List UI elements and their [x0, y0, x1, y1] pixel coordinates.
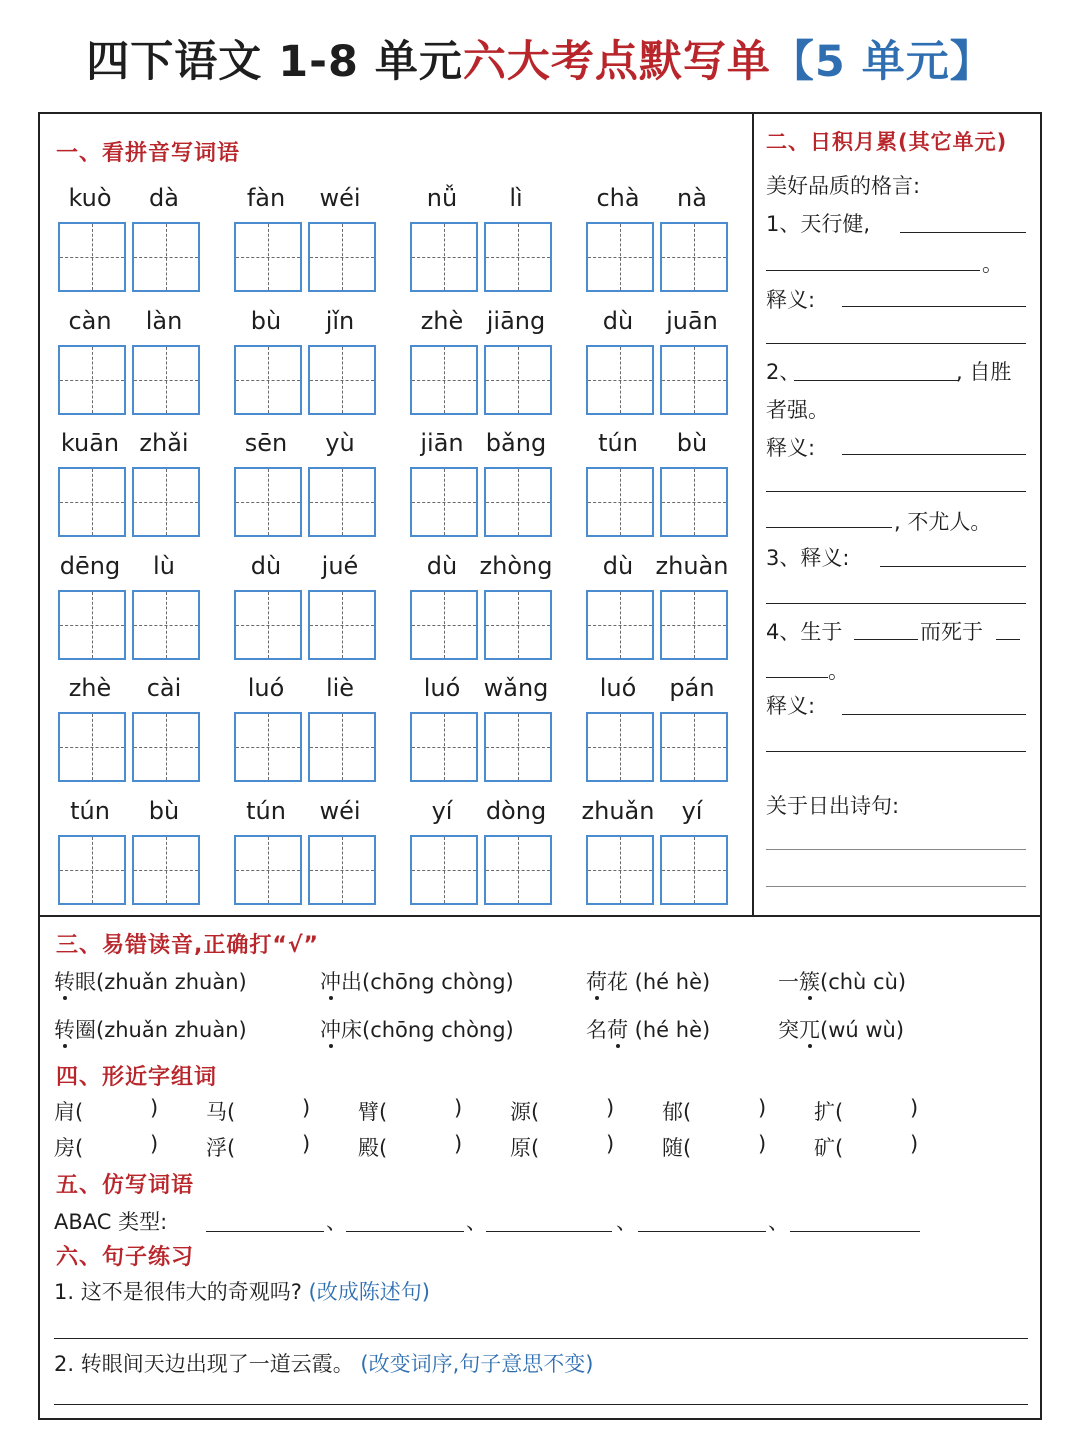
writing-box[interactable] [410, 345, 478, 415]
writing-box[interactable] [308, 590, 376, 660]
writing-box[interactable] [410, 590, 478, 660]
word-cell [410, 672, 556, 794]
pinyin-row [58, 550, 748, 673]
writing-box[interactable] [234, 590, 302, 660]
char-prompt: 随( [662, 1136, 692, 1160]
meaning4-blank-b[interactable] [766, 751, 1026, 752]
pron-options: 床(chōng chòng) [341, 1018, 514, 1042]
pronunciation-item[interactable] [586, 966, 710, 996]
word-cell [234, 182, 380, 304]
char-prompt: 房( [54, 1136, 84, 1160]
abac-sep-1: 、 [326, 1210, 347, 1234]
word-cell [410, 427, 556, 549]
writing-box[interactable] [132, 590, 200, 660]
pinyin-syllable: wéi [319, 184, 361, 212]
pron-target-char: 转 [54, 970, 75, 994]
pron-options: (wú wù) [820, 1018, 905, 1042]
item3-meaning-label: 3、释义: [766, 546, 850, 570]
writing-box[interactable] [58, 222, 126, 292]
item4-blank-c[interactable] [766, 677, 828, 678]
pinyin-syllable: liè [325, 674, 355, 702]
writing-box[interactable] [484, 835, 552, 905]
pron-prefix: 一 [778, 970, 799, 994]
char-prompt: 马( [206, 1100, 236, 1124]
word-cell [586, 305, 732, 427]
writing-box[interactable] [660, 590, 728, 660]
writing-box[interactable] [308, 712, 376, 782]
writing-box[interactable] [58, 345, 126, 415]
char-prompt: 源( [510, 1100, 540, 1124]
pinyin-syllable: tún [70, 796, 110, 825]
pinyin-syllable: zhòng [479, 551, 553, 580]
item1-end: 。 [982, 252, 1003, 276]
title-part-2: 六大考点默写单 [462, 37, 771, 87]
page-title [0, 28, 1080, 89]
sentence-q2-answer-line[interactable] [54, 1404, 1028, 1405]
char-answer-close[interactable]: ) [150, 1096, 159, 1120]
sunrise-label: 关于日出诗句: [766, 794, 900, 818]
char-answer-close[interactable]: ) [302, 1132, 311, 1156]
pinyin-syllable: kuān [60, 429, 120, 457]
pinyin-syllable: dù [602, 551, 634, 580]
pinyin-syllable: càn [68, 306, 112, 335]
writing-box[interactable] [410, 467, 478, 537]
pinyin-syllable: lì [509, 184, 523, 212]
pinyin-syllable: wǎng [483, 674, 549, 702]
writing-box[interactable] [234, 835, 302, 905]
pinyin-row [58, 427, 748, 550]
section4-heading: 四、形近字组词 [56, 1065, 218, 1090]
writing-box[interactable] [234, 345, 302, 415]
pinyin-syllable: chà [596, 184, 640, 212]
sunrise-blank-a[interactable] [766, 849, 1026, 850]
sentence-q1-answer-line[interactable] [54, 1338, 1028, 1339]
meaning2-blank-b[interactable] [766, 491, 1026, 492]
pron-target-char: 转 [54, 1018, 75, 1042]
sentence-q2-hint: (改变词序,句子意思不变) [360, 1352, 594, 1376]
item4-blank-b[interactable] [996, 639, 1020, 640]
pinyin-syllable: yù [325, 429, 355, 457]
pinyin-syllable: tún [598, 429, 638, 457]
pronunciation-item[interactable] [320, 966, 514, 996]
writing-box[interactable] [132, 835, 200, 905]
pinyin-syllable: nǚ [426, 184, 458, 212]
pronunciation-item[interactable] [320, 1014, 514, 1044]
writing-box[interactable] [660, 835, 728, 905]
pinyin-syllable: zhuàn [655, 551, 729, 580]
char-prompt: 臂( [358, 1100, 388, 1124]
char-answer-close[interactable]: ) [606, 1096, 615, 1120]
pinyin-syllable: zhè [68, 674, 112, 702]
char-answer-close[interactable]: ) [606, 1132, 615, 1156]
writing-box[interactable] [132, 222, 200, 292]
writing-box[interactable] [660, 222, 728, 292]
pron-options: (hé hè) [628, 1018, 711, 1042]
word-cell [410, 550, 556, 672]
item2-prefix: 2、 [766, 360, 801, 384]
word-cell [58, 182, 204, 304]
item3-meaning-blank-a[interactable] [880, 566, 1026, 567]
pinyin-syllable: dù [250, 551, 282, 580]
item3-suffix: , 不尤人。 [894, 510, 992, 534]
abac-sep-3: 、 [616, 1210, 637, 1234]
item3-meaning-blank-b[interactable] [766, 603, 1026, 604]
word-cell [234, 795, 380, 917]
pinyin-row [58, 305, 748, 428]
pronunciation-item[interactable] [778, 1014, 904, 1044]
writing-box[interactable] [308, 222, 376, 292]
item4-end: 。 [828, 659, 849, 683]
pinyin-syllable: dòng [485, 796, 547, 825]
pinyin-syllable: jiān [420, 429, 464, 457]
item2-line2: 者强。 [766, 398, 829, 422]
char-prompt: 浮( [206, 1136, 236, 1160]
char-answer-close[interactable]: ) [758, 1132, 767, 1156]
pinyin-row [58, 182, 748, 305]
writing-box[interactable] [410, 712, 478, 782]
pron-options: (chù cù) [820, 970, 907, 994]
pronunciation-item[interactable] [54, 1014, 247, 1044]
writing-box[interactable] [660, 467, 728, 537]
pron-target-char: 簇 [799, 970, 820, 994]
word-cell [410, 305, 556, 427]
section5-heading: 五、仿写词语 [56, 1173, 195, 1198]
item2-mid: , 自胜 [956, 360, 1012, 384]
pron-target-char: 兀 [799, 1018, 820, 1042]
pinyin-grid [58, 182, 748, 917]
section6-heading: 六、句子练习 [56, 1245, 195, 1270]
pinyin-syllable: yí [681, 796, 703, 825]
pronunciation-item[interactable] [54, 966, 247, 996]
item4-a: 4、生于 [766, 620, 843, 644]
word-cell [234, 305, 380, 427]
char-prompt: 矿( [814, 1136, 844, 1160]
abac-blank-2[interactable] [346, 1231, 464, 1232]
pinyin-syllable: fàn [246, 184, 286, 212]
pinyin-syllable: lù [153, 551, 175, 580]
pron-target-char: 冲 [320, 1018, 341, 1042]
item1-prefix: 1、天行健, [766, 212, 871, 236]
pinyin-syllable: dù [602, 306, 634, 335]
writing-box[interactable] [484, 467, 552, 537]
writing-box[interactable] [586, 345, 654, 415]
pron-target-char: 荷 [586, 970, 607, 994]
item4-blank-a[interactable] [854, 639, 918, 640]
abac-blank-4[interactable] [638, 1231, 766, 1232]
pinyin-syllable: yí [431, 796, 453, 825]
writing-box[interactable] [586, 222, 654, 292]
writing-box[interactable] [586, 590, 654, 660]
word-cell [234, 427, 380, 549]
pinyin-syllable: bù [676, 429, 708, 457]
pronunciation-item[interactable] [778, 966, 906, 996]
char-prompt: 原( [510, 1136, 540, 1160]
writing-box[interactable] [58, 712, 126, 782]
word-cell [234, 672, 380, 794]
word-cell [234, 550, 380, 672]
item2-blank[interactable] [794, 380, 958, 381]
item3-blank[interactable] [766, 527, 892, 528]
writing-box[interactable] [234, 712, 302, 782]
word-cell [586, 427, 732, 549]
pinyin-syllable: dù [426, 551, 458, 580]
meaning1-label: 释义: [766, 288, 816, 312]
writing-box[interactable] [132, 712, 200, 782]
pron-prefix: 突 [778, 1018, 799, 1042]
pinyin-syllable: luó [423, 674, 461, 702]
word-cell [58, 427, 204, 549]
char-prompt: 殿( [358, 1136, 388, 1160]
abac-blank-1[interactable] [206, 1231, 324, 1232]
meaning2-label: 释义: [766, 436, 816, 460]
writing-box[interactable] [410, 835, 478, 905]
word-cell [581, 795, 732, 917]
pron-options: 圈(zhuǎn zhuàn) [75, 1018, 247, 1042]
pinyin-syllable: wéi [319, 796, 361, 825]
word-cell [58, 550, 204, 672]
item4-b: 而死于 [920, 620, 983, 644]
pinyin-syllable: luó [247, 674, 285, 702]
writing-box[interactable] [484, 712, 552, 782]
pinyin-syllable: dà [149, 184, 179, 212]
abac-sep-4: 、 [768, 1210, 789, 1234]
sentence-q2-text: 2. 转眼间天边出现了一道云霞。 [54, 1352, 354, 1376]
meaning1-blank-a[interactable] [842, 306, 1026, 307]
pinyin-syllable: juān [666, 306, 718, 335]
sentence-q2 [54, 1348, 593, 1378]
pron-options: 眼(zhuǎn zhuàn) [75, 970, 247, 994]
abac-blank-5[interactable] [790, 1231, 920, 1232]
char-answer-close[interactable]: ) [302, 1096, 311, 1120]
virtue-label: 美好品质的格言: [766, 174, 921, 198]
writing-box[interactable] [234, 467, 302, 537]
writing-box[interactable] [234, 222, 302, 292]
pinyin-row [58, 672, 748, 795]
writing-box[interactable] [484, 222, 552, 292]
pinyin-syllable: làn [145, 306, 183, 335]
writing-box[interactable] [58, 835, 126, 905]
item1-blank-b[interactable] [766, 270, 980, 271]
writing-box[interactable] [484, 590, 552, 660]
section1-heading: 一、看拼音写词语 [56, 141, 241, 166]
writing-box[interactable] [308, 835, 376, 905]
char-prompt: 扩( [814, 1100, 844, 1124]
pinyin-syllable: jué [321, 551, 359, 580]
word-cell [410, 182, 556, 304]
meaning2-blank-a[interactable] [842, 454, 1026, 455]
meaning4-blank-a[interactable] [842, 714, 1026, 715]
pinyin-syllable: kuò [68, 184, 112, 212]
pron-target-char: 荷 [607, 1018, 628, 1042]
word-cell [586, 182, 732, 304]
sunrise-blank-b[interactable] [766, 886, 1026, 887]
word-cell [58, 672, 204, 794]
title-part-1: 四下语文 1-8 单元 [86, 37, 463, 87]
writing-box[interactable] [132, 467, 200, 537]
section2-heading: 二、日积月累(其它单元) [766, 130, 1008, 154]
pinyin-syllable: bù [250, 306, 282, 335]
pinyin-syllable: zhǎi [139, 429, 189, 457]
writing-box[interactable] [586, 712, 654, 782]
section3-heading: 三、易错读音,正确打“√” [56, 933, 319, 958]
pinyin-syllable: nà [677, 184, 707, 212]
pinyin-syllable: zhuǎn [581, 796, 655, 825]
worksheet [38, 112, 1042, 1420]
pinyin-syllable: jiāng [486, 306, 546, 335]
pinyin-syllable: pán [669, 674, 715, 702]
item1-blank-a[interactable] [900, 232, 1026, 233]
pinyin-syllable: bǎng [485, 429, 547, 457]
writing-box[interactable] [58, 590, 126, 660]
title-part-3: 【5 单元】 [770, 37, 994, 87]
pinyin-syllable: jǐn [325, 306, 355, 335]
abac-label: ABAC 类型: [54, 1210, 168, 1234]
word-cell [58, 305, 204, 427]
pinyin-syllable: sēn [244, 429, 288, 457]
writing-box[interactable] [586, 467, 654, 537]
writing-box[interactable] [308, 345, 376, 415]
pron-options: 花 (hé hè) [607, 970, 711, 994]
char-answer-close[interactable]: ) [454, 1132, 463, 1156]
char-answer-close[interactable]: ) [910, 1096, 919, 1120]
writing-box[interactable] [660, 345, 728, 415]
sentence-q1-hint: (改成陈述句) [308, 1280, 430, 1304]
writing-box[interactable] [410, 222, 478, 292]
pron-options: 出(chōng chòng) [341, 970, 514, 994]
word-cell [586, 672, 732, 794]
pron-target-char: 冲 [320, 970, 341, 994]
abac-blank-3[interactable] [486, 1231, 612, 1232]
abac-sep-2: 、 [466, 1210, 487, 1234]
pinyin-syllable: zhè [420, 306, 464, 335]
word-cell [410, 795, 556, 917]
pinyin-row [58, 795, 748, 918]
writing-box[interactable] [58, 467, 126, 537]
pinyin-syllable: dēng [59, 551, 121, 580]
sentence-q1 [54, 1276, 430, 1306]
word-cell [586, 550, 732, 672]
meaning1-blank-b[interactable] [766, 343, 1026, 344]
char-answer-close[interactable]: ) [150, 1132, 159, 1156]
writing-box[interactable] [484, 345, 552, 415]
pinyin-syllable: tún [246, 796, 286, 825]
sentence-q1-text: 1. 这不是很伟大的奇观吗? [54, 1280, 302, 1304]
char-answer-close[interactable]: ) [454, 1096, 463, 1120]
word-cell [58, 795, 204, 917]
pronunciation-item[interactable] [586, 1014, 710, 1044]
pinyin-syllable: cài [146, 674, 182, 702]
pinyin-syllable: bù [148, 796, 180, 825]
pinyin-syllable: luó [599, 674, 637, 702]
writing-box[interactable] [308, 467, 376, 537]
char-answer-close[interactable]: ) [758, 1096, 767, 1120]
column-divider [752, 114, 754, 915]
char-prompt: 肩( [54, 1100, 84, 1124]
writing-box[interactable] [586, 835, 654, 905]
writing-box[interactable] [132, 345, 200, 415]
pron-prefix: 名 [586, 1018, 607, 1042]
char-prompt: 郁( [662, 1100, 692, 1124]
meaning4-label: 释义: [766, 694, 816, 718]
char-answer-close[interactable]: ) [910, 1132, 919, 1156]
writing-box[interactable] [660, 712, 728, 782]
